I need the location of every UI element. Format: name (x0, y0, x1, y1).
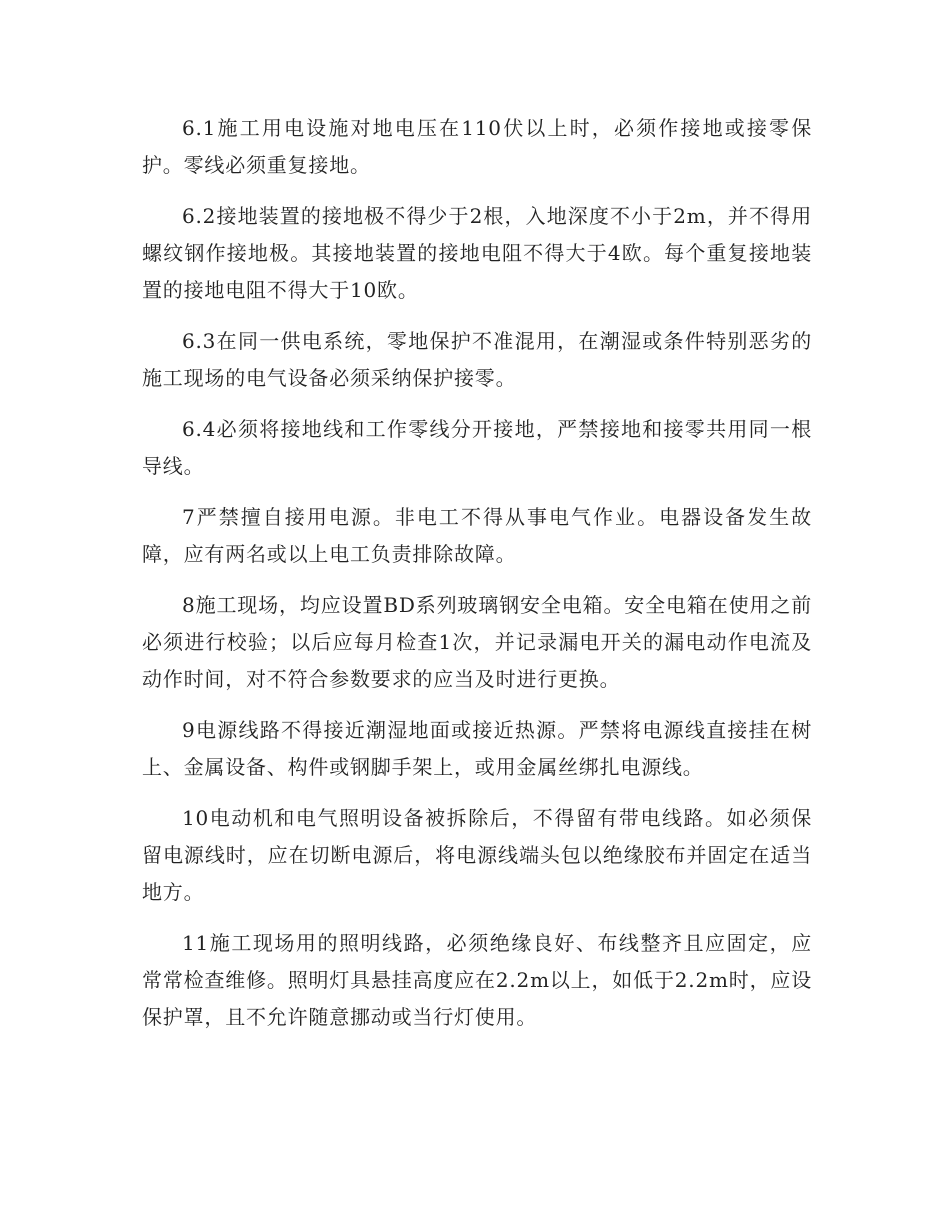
paragraph-10: 10电动机和电气照明设备被拆除后，不得留有带电线路。如必须保留电源线时，应在切断电源后，将电源线端头包以绝缘胶布并固定在适当地方。 (142, 806, 812, 904)
paragraph-8: 8施工现场，均应设置BD系列玻璃钢安全电箱。安全电箱在使用之前必须进行校验；以后应每月检查1次，并记录漏电开关的漏电动作电流及动作时间，对不符合参数要求的应当及时进行更换。 (142, 593, 812, 691)
document-body (142, 110, 812, 1050)
paragraph-9: 9电源线路不得接近潮湿地面或接近热源。严禁将电源线直接挂在树上、金属设备、构件或钢脚手架上，或用金属丝绑扎电源线。 (142, 718, 812, 779)
paragraph-7: 7严禁擅自接用电源。非电工不得从事电气作业。电器设备发生故障，应有两名或以上电工负责排除故障。 (142, 505, 812, 566)
paragraph-6-1: 6.1施工用电设施对地电压在110伏以上时，必须作接地或接零保护。零线必须重复接地。 (142, 116, 812, 177)
paragraph-6-2: 6.2接地装置的接地极不得少于2根，入地深度不小于2m，并不得用螺纹钢作接地极。其接地装置的接地电阻不得大于4欧。每个重复接地装置的接地电阻不得大于10欧。 (142, 204, 812, 302)
paragraph-6-4: 6.4必须将接地线和工作零线分开接地，严禁接地和接零共用同一根导线。 (142, 417, 812, 478)
paragraph-11: 11施工现场用的照明线路，必须绝缘良好、布线整齐且应固定，应常常检查维修。照明灯具悬挂高度应在2.2m以上，如低于2.2m时，应设保护罩，且不允许随意挪动或当行灯使用。 (142, 931, 812, 1029)
paragraph-6-3: 6.3在同一供电系统，零地保护不准混用，在潮湿或条件特别恶劣的施工现场的电气设备必须采纳保护接零。 (142, 329, 812, 390)
